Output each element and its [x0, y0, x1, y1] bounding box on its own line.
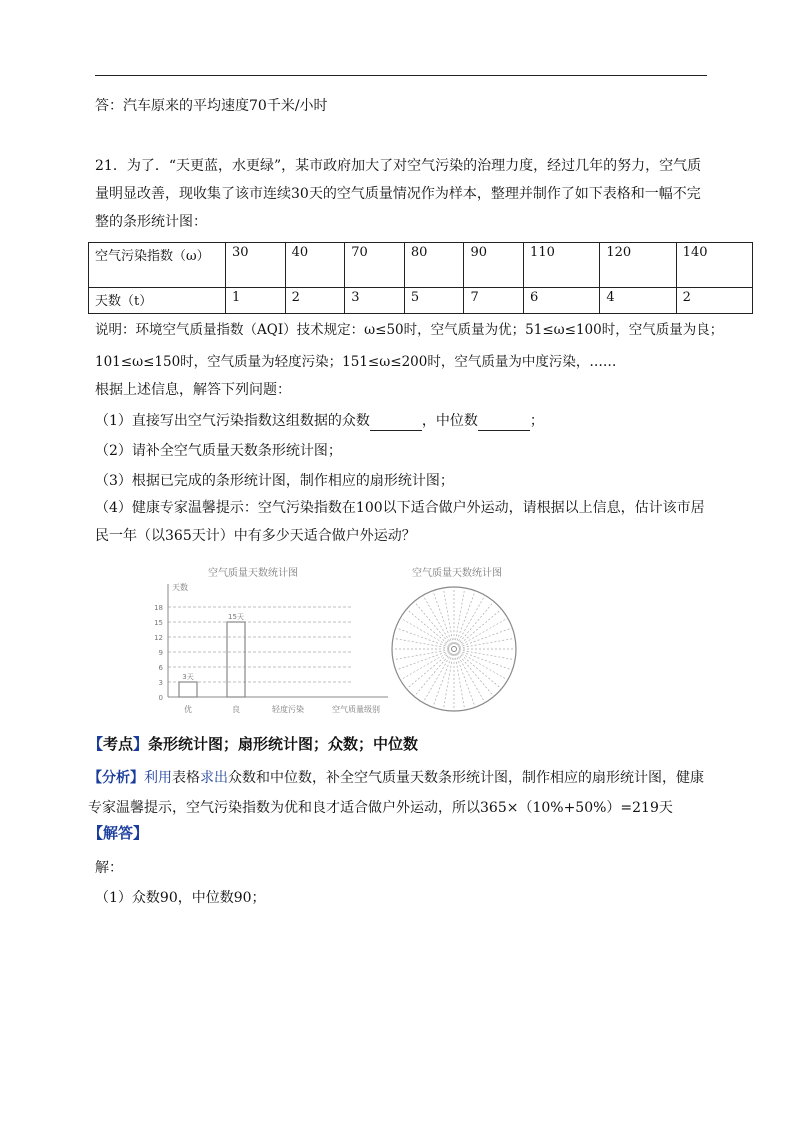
pie-spoke: [457, 602, 494, 646]
header-rule: [95, 75, 707, 76]
table-cell: 80: [404, 243, 464, 288]
bar-liang: [227, 622, 245, 697]
pie-spoke: [456, 591, 475, 645]
pie-spoke: [458, 652, 502, 689]
table-row: [89, 243, 753, 288]
bar-chart-grid: [168, 607, 353, 682]
answer-line: 答：汽车原来的平均速度70千米/小时: [95, 98, 328, 114]
pie-spoke: [396, 628, 450, 647]
table-cell: 120: [600, 243, 676, 288]
sub-question-1: [95, 411, 544, 431]
pie-spoke: [414, 653, 451, 697]
pie-spoke: [393, 650, 449, 660]
table-cell: 7: [464, 288, 524, 314]
bar-category-you: 优: [184, 705, 192, 714]
table-header-aqi: 空气污染指数（ω）: [89, 243, 226, 288]
question-text: 21．为了．“天更蓝，水更绿”，某市政府加大了对空气污染的治理力度，经过几年的努力，空气质量明显改善，现收集了该市连续30天的空气质量情况作为样本，整理并制作了如下表格和一幅不完整的条形统计图：: [95, 158, 702, 230]
bar-label-you: 3天: [182, 673, 194, 681]
jieda-label: 【解答】: [88, 824, 149, 842]
pie-center: [452, 647, 457, 652]
note-line-2: 101≤ω≤150时，空气质量为轻度污染；151≤ω≤200时，空气质量为中度污染，……: [95, 354, 617, 370]
bar-category-liang: 良: [232, 705, 240, 714]
fenxi-text-2: 众数和中位数，补全空气质量天数条形统计图，制作相应的扇形统计图，健康专家温馨提示，空气污染指数为优和良才适合做户外运动，所以365×（10%+50%）=219天: [88, 770, 704, 816]
fenxi-paragraph: [88, 763, 710, 823]
fenxi-text-1: 表格: [172, 770, 200, 786]
q1-text-b: ，中位数: [421, 413, 478, 429]
pie-spoke: [455, 654, 465, 710]
bar-chart-ylabel: 天数: [172, 583, 188, 592]
pie-spoke: [456, 654, 475, 708]
y-tick-label: 0: [158, 694, 163, 702]
aqi-table: [88, 242, 753, 314]
pie-outline: [392, 587, 516, 711]
prompt-line: 根据上述信息，解答下列问题：: [95, 382, 291, 398]
pie-spoke: [455, 588, 465, 644]
table-cell: 110: [524, 243, 600, 288]
bar-chart-yticks: [154, 604, 163, 702]
fenxi-word-find: 求出: [200, 770, 228, 786]
table-cell: 5: [404, 288, 464, 314]
median-blank: [478, 416, 530, 431]
table-cell: 70: [345, 243, 405, 288]
pie-spoke: [414, 602, 451, 646]
answer-1-line: （1）众数90，中位数90；: [95, 890, 266, 906]
bar-you: [179, 682, 197, 697]
pie-chart-title: 空气质量天数统计图: [412, 568, 502, 579]
fenxi-label: 【分析】: [88, 770, 144, 786]
y-tick-label: 12: [154, 634, 163, 642]
kaodian-text: 条形统计图；扇形统计图；众数；中位数: [148, 735, 419, 753]
pie-spoke: [393, 638, 449, 648]
pie-spoke: [407, 609, 451, 646]
mode-blank: [370, 416, 422, 431]
table-cell: 3: [345, 288, 405, 314]
kaodian-line: [88, 733, 418, 754]
table-row: [89, 288, 753, 314]
y-tick-label: 18: [154, 604, 163, 612]
y-tick-label: 6: [158, 664, 163, 672]
table-cell: 30: [226, 243, 286, 288]
fenxi-word-use: 利用: [144, 770, 172, 786]
table-cell: 90: [464, 243, 524, 288]
kaodian-label: 考点: [103, 735, 134, 753]
sub-question-4: （4）健康专家温馨提示：空气污染指数在100以下适合做户外运动，请根据以上信息，估计该市居民一年（以365天计）中有多少天适合做户外运动？: [95, 500, 705, 544]
pie-chart: [382, 560, 532, 718]
jie-line: 解：: [95, 860, 123, 876]
bar-label-liang: 15天: [228, 613, 244, 621]
pie-spoke: [457, 653, 494, 697]
y-tick-label: 9: [158, 649, 163, 657]
table-cell: 4: [600, 288, 676, 314]
table-cell: 2: [285, 288, 345, 314]
table-header-days: 天数（t）: [89, 288, 226, 314]
sub-question-2: （2）请补全空气质量天数条形统计图；: [95, 443, 342, 459]
pie-spokes: [392, 587, 516, 711]
q1-text-a: （1）直接写出空气污染指数这组数据的众数: [95, 413, 370, 429]
kaodian-bracket-close: 】: [133, 735, 149, 753]
pie-spoke: [458, 609, 502, 646]
pie-spoke: [407, 652, 451, 689]
pie-spoke: [443, 654, 453, 710]
sub-question-3: （3）根据已完成的条形统计图，制作相应的扇形统计图；: [95, 473, 454, 489]
pie-spoke: [459, 638, 515, 648]
pie-spoke: [433, 654, 452, 708]
q1-text-c: ；: [529, 413, 544, 429]
note-line-1: 说明：环境空气质量指数（AQI）技术规定：ω≤50时，空气质量为优；51≤ω≤100时，空气质量为良；: [95, 322, 724, 338]
pie-spoke: [459, 651, 513, 670]
pie-spoke: [459, 628, 513, 647]
bar-chart: [148, 560, 398, 720]
table-cell: 140: [676, 243, 752, 288]
table-cell: 1: [226, 288, 286, 314]
table-cell: 6: [524, 288, 600, 314]
y-tick-label: 3: [158, 679, 163, 687]
bar-category-light: 轻度污染: [272, 705, 304, 714]
table-cell: 2: [676, 288, 752, 314]
kaodian-bracket-open: 【: [88, 735, 104, 753]
pie-spoke: [433, 591, 452, 645]
y-tick-label: 15: [154, 619, 163, 627]
pie-spoke: [459, 650, 515, 660]
pie-spoke: [396, 651, 450, 670]
bar-chart-title: 空气质量天数统计图: [208, 568, 298, 579]
table-cell: 40: [285, 243, 345, 288]
pie-spoke: [443, 588, 453, 644]
bar-chart-xlabel: 空气质量级别: [332, 705, 380, 714]
